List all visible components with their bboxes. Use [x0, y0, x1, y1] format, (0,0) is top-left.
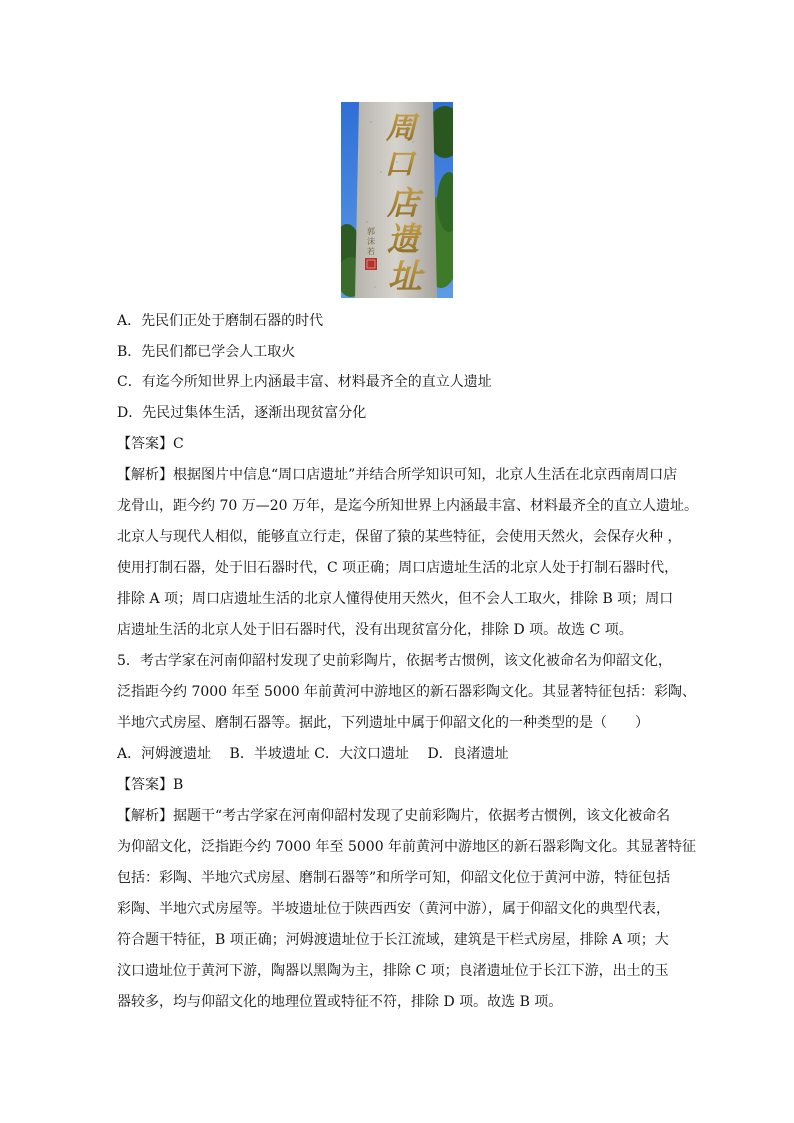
svg-text:郭: 郭 [367, 227, 375, 236]
inscription-char: 周 [386, 111, 416, 146]
stele-photo [341, 102, 453, 298]
q4-analysis-line: 龙骨山，距今约 70 万—20 万年，是迄今所知世界上内涵最丰富、材料最齐全的直立人遗址。 [117, 498, 698, 514]
signature [367, 226, 375, 256]
svg-text:沫: 沫 [367, 237, 375, 246]
q4-analysis-line: 使用打制石器，处于旧石器时代，C 项正确；周口店遗址生活的北京人处于打制石器时代， [117, 560, 679, 576]
q4-option-c: C．有迄今所知世界上内涵最丰富、材料最齐全的直立人遗址 [117, 374, 492, 390]
q5-analysis-line: 【解析】据题干“考古学家在河南仰韶村发现了史前彩陶片，依据考古惯例，该文化被命名 [117, 808, 671, 824]
inscription-char: 口 [384, 147, 414, 182]
q4-analysis-line: 【解析】根据图片中信息“周口店遗址”并结合所学知识可知，北京人生活在北京西南周口店 [117, 467, 678, 483]
q5-options: A．河姆渡遗址 B．半坡遗址 C．大汶口遗址 D．良渚遗址 [117, 746, 509, 762]
q5-analysis-line: 包括：彩陶、半地穴式房屋、磨制石器等”和所学可知，仰韶文化位于黄河中游，特征包括 [117, 870, 671, 886]
q5-analysis-line: 彩陶、半地穴式房屋等。半坡遗址位于陕西西安（黄河中游），属于仰韶文化的典型代表， [117, 901, 670, 917]
q5-answer: 【答案】B [117, 777, 184, 793]
q4-answer: 【答案】C [117, 436, 184, 452]
q5-analysis-line: 器较多，均与仰韶文化的地理位置或特征不符，排除 D 项。故选 B 项。 [117, 994, 563, 1010]
q5-stem-line: 5．考古学家在河南仰韶村发现了史前彩陶片，依据考古惯例，该文化被命名为仰韶文化， [117, 653, 672, 669]
q5-stem-line: 泛指距今约 7000 年至 5000 年前黄河中游地区的新石器彩陶文化。其显著特征包括：彩陶、 [117, 684, 697, 700]
q4-analysis-line: 店遗址生活的北京人处于旧石器时代，没有出现贫富分化，排除 D 项。故选 C 项。 [117, 622, 633, 638]
q4-option-b: B．先民们都已学会人工取火 [117, 344, 296, 360]
q4-analysis-line: 北京人与现代人相似，能够直立行走，保留了猿的某些特征，会使用天然火，会保存火种 ， [117, 529, 682, 545]
svg-text:若: 若 [367, 247, 375, 256]
inscription-char: 店 [386, 184, 420, 222]
q5-analysis-line: 为仰韶文化，泛指距今约 7000 年至 5000 年前黄河中游地区的新石器彩陶文化。其显著特征 [117, 839, 697, 855]
q4-option-a: A．先民们正处于磨制石器的时代 [117, 313, 324, 329]
q4-analysis-line: 排除 A 项；周口店遗址生活的北京人懂得使用天然火，但不会人工取火，排除 B 项；周口 [117, 591, 674, 607]
q5-analysis-line: 符合题干特征，B 项正确；河姆渡遗址位于长江流域，建筑是干栏式房屋，排除 A 项；大 [117, 932, 669, 948]
q4-option-d: D．先民过集体生活，逐渐出现贫富分化 [117, 405, 367, 421]
q5-analysis-line: 汶口遗址位于黄河下游，陶器以黑陶为主，排除 C 项；良渚遗址位于长江下游，出土的玉 [117, 963, 669, 979]
inscription-char: 址 [388, 257, 422, 297]
stele-image [341, 102, 453, 298]
inscription-char: 遗 [386, 220, 420, 258]
q5-stem-line: 半地穴式房屋、磨制石器等。据此，下列遗址中属于仰韶文化的一种类型的是（ ） [117, 715, 649, 731]
